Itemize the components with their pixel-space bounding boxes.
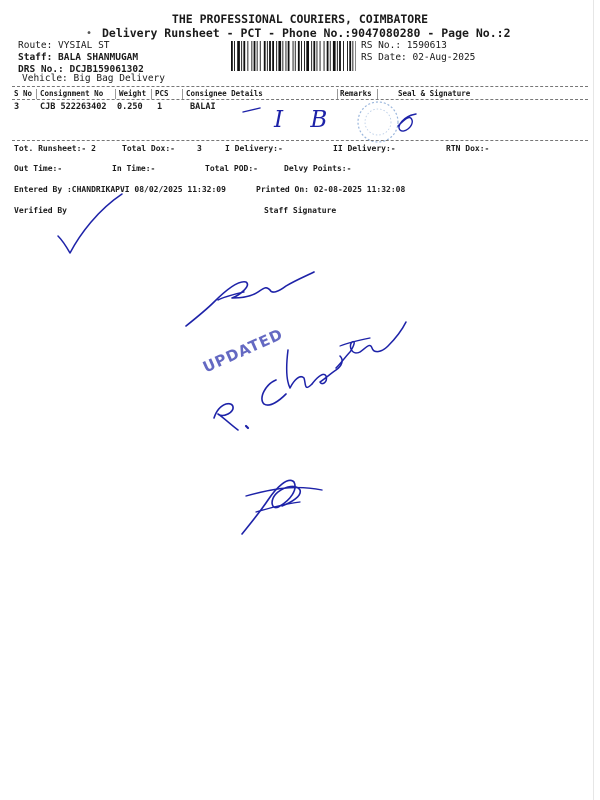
col-header-consignment: Consignment No <box>40 89 104 98</box>
handwritten-remark: I B <box>274 107 338 133</box>
row-sno: 3 <box>14 102 20 112</box>
total-dox-label: Total Dox:- <box>122 144 175 153</box>
col-header-consignee: Consignee Details <box>186 89 263 98</box>
staff-signature-stroke <box>186 272 314 326</box>
total-dox-value: 3 <box>197 144 202 153</box>
col-header-weight: Weight <box>119 89 147 98</box>
total-pod: Total POD:- <box>205 164 258 173</box>
runsheet-subtitle: Delivery Runsheet - PCT - Phone No.:9047080280 - Page No.:2 <box>102 26 511 40</box>
col-header-sno: S No <box>14 89 33 98</box>
row-weight: 0.250 <box>117 102 143 112</box>
verified-by: Verified By <box>14 206 67 215</box>
seal-signature-stroke <box>398 114 416 131</box>
tot-runsheet: Tot. Runsheet:- 2 <box>14 144 96 153</box>
verified-tick-stroke <box>58 194 122 253</box>
row-pcs: 1 <box>157 102 163 112</box>
out-time: Out Time:- <box>14 164 63 173</box>
staff-signature-label: Staff Signature <box>264 206 337 215</box>
remark-dash-stroke <box>243 108 260 112</box>
staff-label: Staff: BALA SHANMUGAM <box>18 52 139 63</box>
rs-date: RS Date: 02-Aug-2025 <box>361 52 476 63</box>
company-title: THE PROFESSIONAL COURIERS, COIMBATORE <box>171 12 429 26</box>
route-label: Route: VYSIAL ST <box>18 40 110 51</box>
i-delivery: I Delivery:- <box>225 144 283 153</box>
bottom-signature-stroke <box>242 480 300 534</box>
bullet-mark: • <box>86 28 93 39</box>
updated-stamp: UPDATED <box>200 325 286 377</box>
rtn-dox: RTN Dox:- <box>446 144 490 153</box>
col-header-seal-signature: Seal & Signature <box>398 89 471 98</box>
row-consignee: BALAI <box>190 102 216 112</box>
bottom-signature-stroke <box>246 488 322 496</box>
col-header-pcs: PCS <box>155 89 169 98</box>
col-header-remarks: Remarks <box>340 89 372 98</box>
printed-on: Printed On: 02-08-2025 11:32:08 <box>256 185 406 194</box>
ii-delivery: II Delivery:- <box>333 144 396 153</box>
staff-signature-stroke <box>218 292 244 300</box>
entered-by: Entered By :CHANDRIKAPVI 08/02/2025 11:32:09 <box>14 185 226 194</box>
in-time: In Time:- <box>112 164 156 173</box>
rs-number: RS No.: 1590613 <box>361 40 447 51</box>
row-consignment-no: CJB 522263402 <box>40 102 107 112</box>
drs-number: DRS No.: DCJB159061302 <box>18 64 144 75</box>
delvy-points: Delvy Points:- <box>284 164 352 173</box>
vehicle-label: Vehicle: Big Bag Delivery <box>22 73 165 84</box>
name-signature-stroke <box>246 426 248 428</box>
